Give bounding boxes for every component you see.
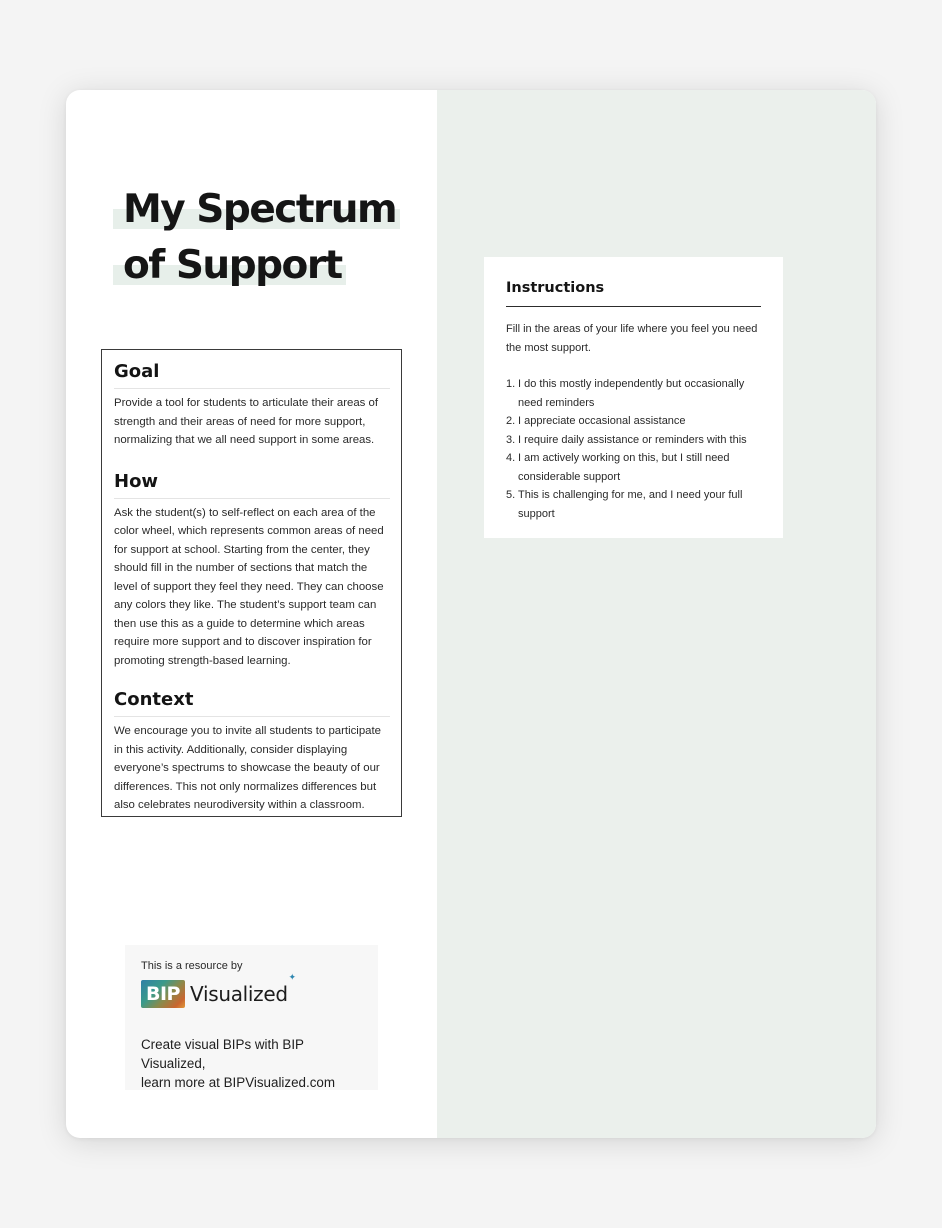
instructions-list (506, 375, 761, 523)
logo-wordmark (190, 973, 296, 1008)
instruction-item (506, 375, 761, 412)
instruction-item (506, 412, 761, 431)
resource-promo-line-1: Create visual BIPs with BIP Visualized, (141, 1037, 304, 1071)
bip-visualized-logo[interactable] (141, 973, 362, 1009)
logo-mark: BIP (141, 980, 185, 1008)
coloring-panel (437, 90, 876, 1138)
instruction-item (506, 449, 761, 486)
section-body-context: We encourage you to invite all students to participate in this activity. Additionally, consider displaying everyone’s spectrums to showcase the beauty of our differences. This not only normalizes differences but also celebrates neurodiversity within a classroom. (114, 725, 381, 811)
resource-promo-text (141, 1035, 362, 1092)
instructions-intro: Fill in the areas of your life where you feel you need the most support. (506, 323, 758, 354)
section-context (114, 688, 390, 815)
section-body-how: Ask the student(s) to self-reflect on each area of the color wheel, which represents common areas of need for support at school. Starting from the center, they should fill in the number of sections that match the level of support they feel they need. They can choose any colors they like. The student’s support team can then use this as a guide to determine which areas require more support and to discover inspiration for promoting strength-based learning. (114, 506, 384, 667)
title-line-2: of Support (113, 238, 396, 294)
resource-by-text: This is a resource by (141, 960, 243, 972)
title-line-1: My Spectrum (113, 182, 396, 238)
resource-card (125, 945, 378, 1090)
instruction-item (506, 431, 761, 450)
instructions-heading: Instructions (506, 278, 761, 307)
instruction-text: I do this mostly independently but occasionally need reminders (518, 378, 745, 409)
worksheet-page (66, 90, 876, 1138)
resource-promo-line-2[interactable]: learn more at BIPVisualized.com (141, 1075, 336, 1090)
instruction-number: 4. (506, 452, 516, 464)
instruction-text: This is challenging for me, and I need your full support (518, 489, 743, 520)
section-heading-how: How (114, 470, 390, 499)
logo-word-text: Visualized (190, 982, 288, 1006)
section-heading-context: Context (114, 688, 390, 717)
instruction-number: 1. (506, 378, 516, 390)
instruction-text: I am actively working on this, but I still need considerable support (518, 452, 730, 483)
instruction-number: 5. (506, 489, 516, 501)
instruction-item (506, 486, 761, 523)
section-goal (114, 360, 390, 450)
instruction-number: 2. (506, 415, 516, 427)
info-box (101, 349, 402, 817)
instruction-text: I appreciate occasional assistance (518, 415, 686, 427)
sparkle-icon: ✦ (288, 973, 296, 983)
instructions-card (484, 257, 783, 538)
section-how (114, 470, 390, 671)
instruction-text: I require daily assistance or reminders with this (518, 433, 747, 446)
instruction-number: 3. (506, 433, 516, 446)
section-body-goal: Provide a tool for students to articulate their areas of strength and their areas of need for more support, normalizing that we all need support in some areas. (114, 397, 379, 446)
page-title (113, 182, 396, 294)
section-heading-goal: Goal (114, 360, 390, 389)
